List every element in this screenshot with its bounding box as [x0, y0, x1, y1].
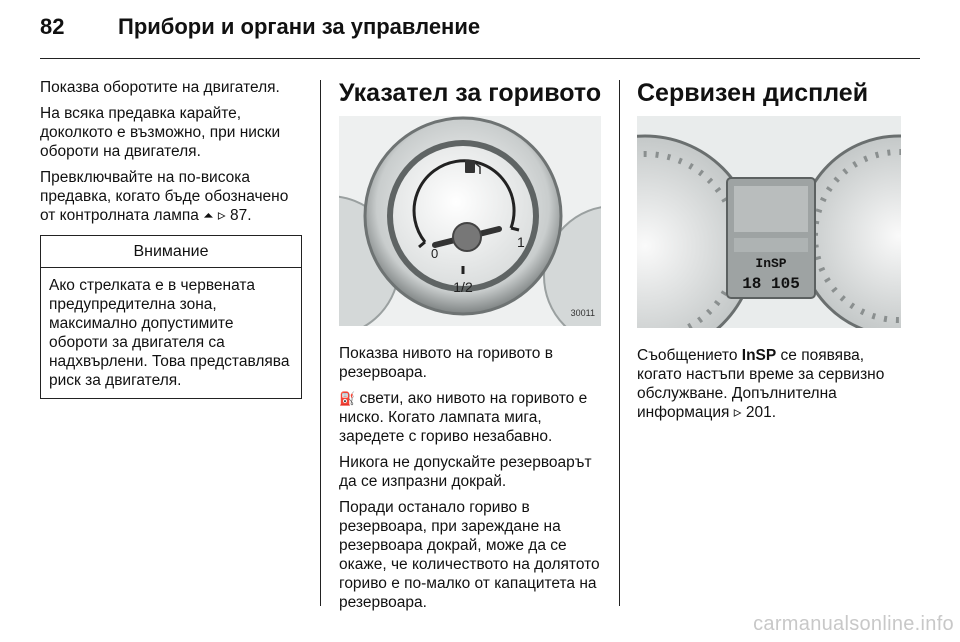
- service-code-inline: InSP: [741, 347, 777, 364]
- fuel-gauge-figure: [339, 116, 601, 326]
- page-reference-icon: ▹: [733, 404, 742, 421]
- tacho-paragraph-1: Показва оборотите на двигателя.: [40, 79, 280, 96]
- fuel-gauge-heading: Указател за горивото: [339, 79, 602, 107]
- gauge-label-empty: 0: [431, 246, 439, 261]
- service-text-after: се появява, когато настъпи време за сервизно обслужване. Допълнителна информация: [637, 347, 885, 421]
- fuel-warning-icon: ⛽: [339, 391, 356, 406]
- fuel-paragraph-2-text: свети, ако нивото на горивото е ниско. Когато лампата мига, заредете с гориво незабавно.: [339, 390, 588, 445]
- lcd-odometer: 18 105: [742, 275, 800, 293]
- gauge-tick-full: [511, 228, 519, 230]
- tacho-paragraph-3: [40, 168, 302, 225]
- page-title: Прибори и органи за управление: [118, 14, 481, 39]
- tacho-page-ref: 87.: [230, 207, 252, 224]
- page-number: 82: [40, 14, 65, 39]
- notice-body: Ако стрелката е в червената предупредителна зона, максимално допустимите обороти за двигателя са надхвърлени. Това представлява риск за двигателя.: [49, 277, 290, 389]
- gauge-label-full: 1: [517, 234, 525, 250]
- lcd-upper-area: [734, 186, 808, 232]
- fuel-pump-icon: [465, 160, 475, 173]
- service-display-figure: [637, 116, 901, 328]
- fuel-paragraph-3: Никога не допускайте резервоарът да се изпразни докрай.: [339, 454, 592, 490]
- column-divider-2: [619, 80, 620, 606]
- tacho-paragraph-3-text: Превключвайте на по-висока предавка, когато бъде обозначено от контролната лампа: [40, 169, 289, 224]
- fuel-gauge-illustration: [339, 116, 601, 326]
- watermark: carmanualsonline.info: [753, 613, 954, 635]
- service-text-before: Съобщението: [637, 347, 738, 364]
- service-display-illustration: [637, 116, 901, 328]
- figure-code: 30011: [570, 308, 595, 318]
- column-service-display: [637, 78, 903, 429]
- warning-notice: [40, 235, 302, 399]
- page-reference-icon: ▹: [217, 207, 226, 224]
- fuel-paragraph-1: Показва нивото на горивото в резервоара.: [339, 345, 553, 381]
- notice-title: Внимание: [41, 236, 301, 268]
- needle-hub: [453, 223, 481, 251]
- service-display-heading: Сервизен дисплей: [637, 79, 869, 107]
- column-divider-1: [320, 80, 321, 606]
- fuel-paragraph-4: Поради останало гориво в резервоара, при зареждане на резервоара докрай, може да се окаже, че количеството на долятото гориво е по-малко от капацитета на резервоара.: [339, 499, 600, 611]
- lcd-message: InSP: [755, 256, 787, 271]
- lcd-segment-row: [734, 238, 808, 252]
- gauge-label-half: 1/2: [453, 279, 473, 295]
- service-paragraph-1: [637, 346, 903, 422]
- column-fuel-gauge: [339, 78, 605, 619]
- header-rule: [40, 58, 920, 59]
- column-tachometer-text: [40, 78, 302, 399]
- service-page-ref: 201.: [745, 404, 776, 421]
- shift-indicator-icon: ⏶: [203, 208, 214, 223]
- fuel-paragraph-2: [339, 389, 605, 446]
- tacho-paragraph-2: На всяка предавка карайте, доколкото е възможно, при ниски обороти на двигателя.: [40, 105, 281, 160]
